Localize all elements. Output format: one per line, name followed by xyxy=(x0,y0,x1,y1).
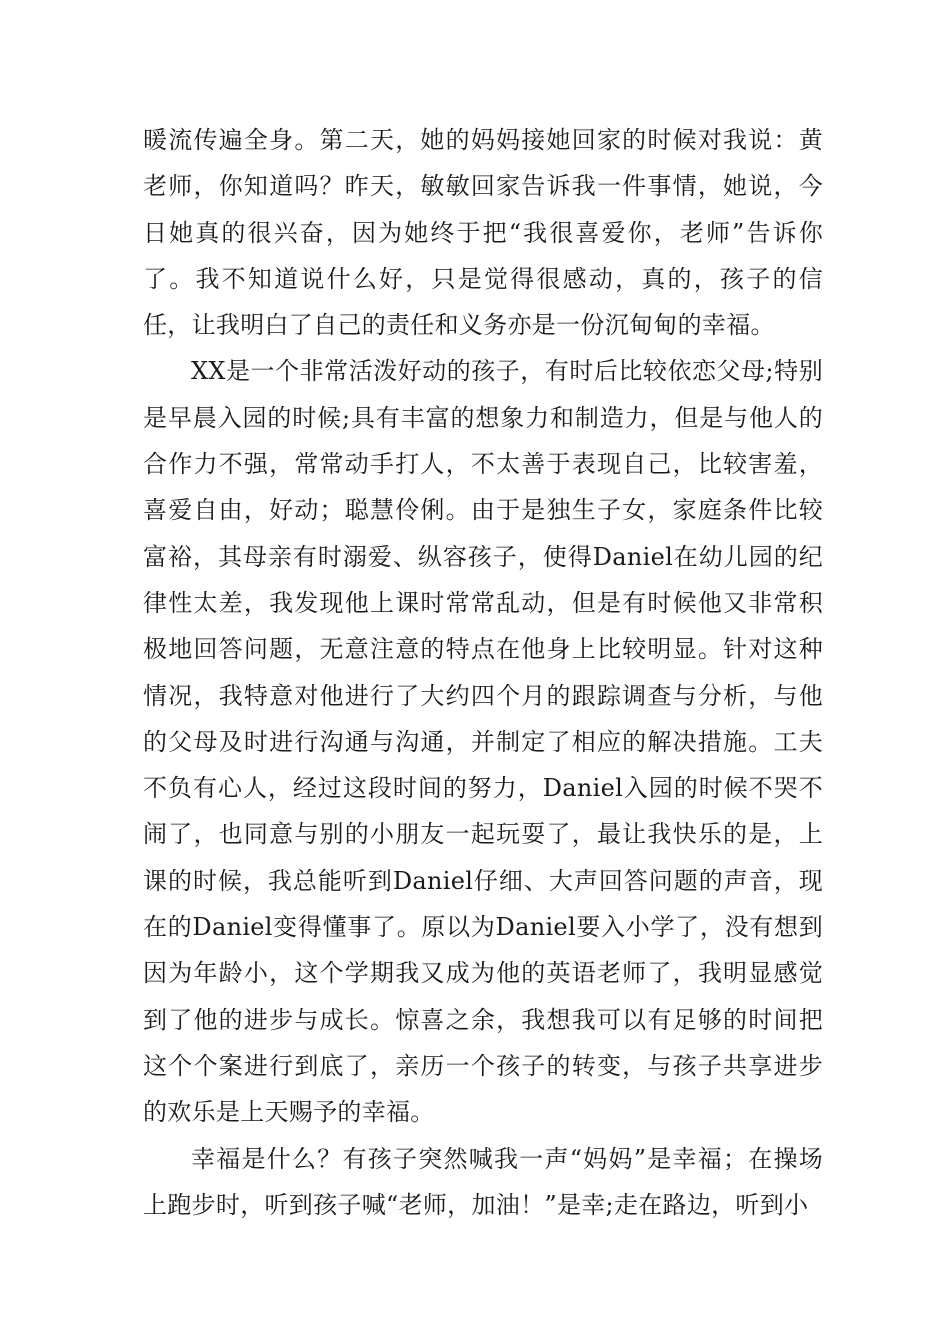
paragraph-3: 幸福是什么？有孩子突然喊我一声“妈妈”是幸福；在操场上跑步时，听到孩子喊“老师，加油！”是幸;走在路边，听到小 xyxy=(143,1144,823,1219)
document-body xyxy=(143,117,823,1228)
paragraph-2: XX是一个非常活泼好动的孩子，有时后比较依恋父母;特别是早晨入园的时候;具有丰富的想象力和制造力，但是与他人的合作力不强，常常动手打人，不太善于表现自己，比较害羞，喜爱自由，好动；聪慧伶俐。由于是独生子女，家庭条件比较富裕，其母亲有时溺爱、纵容孩子，使得Daniel在幼儿园的纪律性太差，我发现他上课时常常乱动，但是有时候他又非常积极地回答问题，无意注意的特点在他身上比较明显。针对这种情况，我特意对他进行了大约四个月的跟踪调查与分析，与他的父母及时进行沟通与沟通，并制定了相应的解决措施。工夫不负有心人，经过这段时间的努力，Daniel入园的时候不哭不闹了，也同意与别的小朋友一起玩耍了，最让我快乐的是，上课的时候，我总能听到Daniel仔细、大声回答问题的声音，现在的Daniel变得懂事了。原以为Daniel要入小学了，没有想到因为年龄小，这个学期我又成为他的英语老师了，我明显感觉到了他的进步与成长。惊喜之余，我想我可以有足够的时间把这个个案进行到底了，亲历一个孩子的转变，与孩子共享进步的欢乐是上天赐予的幸福。 xyxy=(143,357,823,1127)
paragraph-1: 暖流传遍全身。第二天，她的妈妈接她回家的时候对我说：黄老师，你知道吗？昨天，敏敏回家告诉我一件事情，她说，今日她真的很兴奋，因为她终于把“我很喜爱你，老师”告诉你了。我不知道说什么好，只是觉得很感动，真的，孩子的信任，让我明白了自己的责任和义务亦是一份沉甸甸的幸福。 xyxy=(143,126,823,340)
